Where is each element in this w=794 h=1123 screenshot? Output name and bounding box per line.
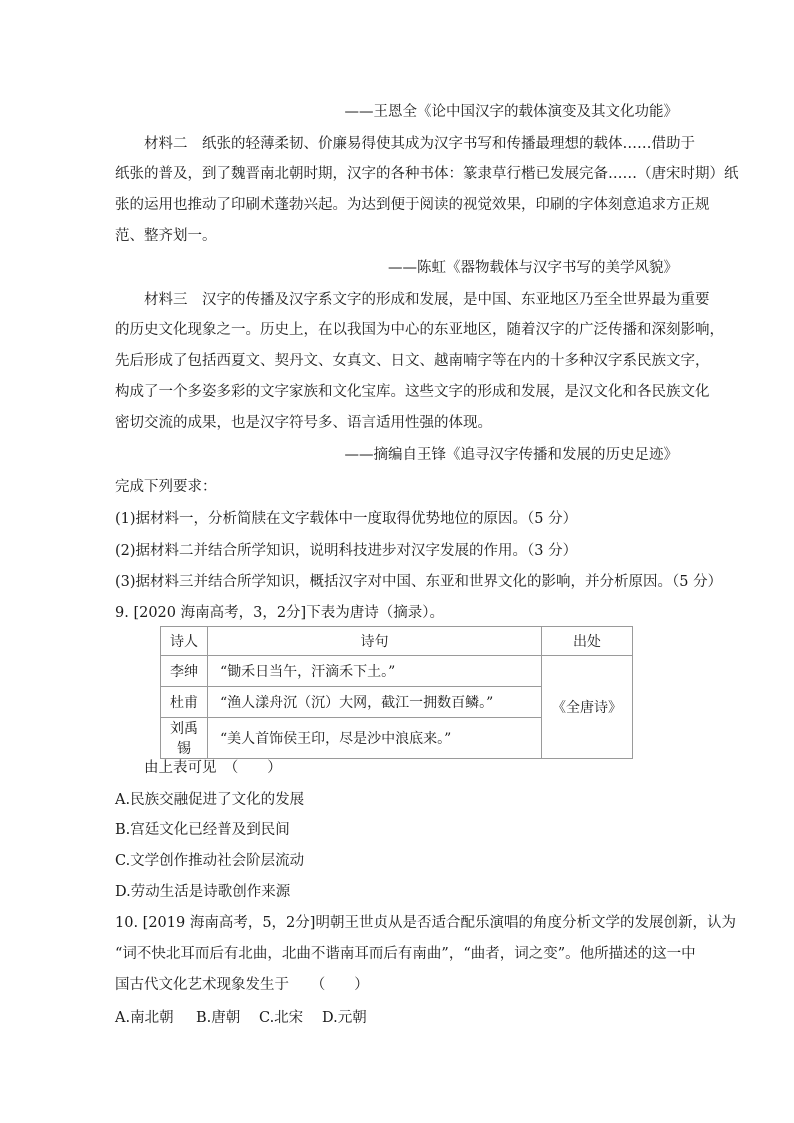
question-9-lead: 由上表可见 （ ） [144,760,282,776]
material-3-line: 材料三 汉字的传播及汉字系文字的形成和发展，是中国、东亚地区乃至全世界最为重要 [144,292,710,308]
question-10-line: “词不快北耳而后有北曲，北曲不谐南耳而后有南曲”，“曲者，词之变”。他所描述的这一中 [115,946,696,962]
option-d[interactable]: D.元朝 [322,1010,367,1026]
table-row [161,656,633,687]
requirements-title: 完成下列要求： [115,479,217,495]
source-3: ——摘编自王锋《追寻汉字传播和发展的历史足迹》 [344,447,678,463]
verse-cell: “渔人漾舟沉（沉）大网，截江一拥数百鳞。” [208,687,542,718]
poet-cell: 李绅 [161,656,208,687]
material-3-line: 构成了一个多姿多彩的文字家族和文化宝库。这些文字的形成和发展，是汉文化和各民族文化 [115,384,710,400]
option-c[interactable]: C.北宋 [259,1010,304,1026]
material-3-line: 密切交流的成果，也是汉字符号多、语言适用性强的体现。 [115,415,492,431]
material-2-line: 材料二 纸张的轻薄柔韧、价廉易得使其成为汉字书写和传播最理想的载体……借助于 [144,136,695,152]
option-a[interactable]: A.民族交融促进了文化的发展 [115,792,305,808]
source-cell: 《全唐诗》 [542,656,633,759]
source-2: ——陈虹《器物载体与汉字书写的美学风貌》 [388,260,678,276]
verse-cell: “美人首饰侯王印，尽是沙中浪底来。” [208,718,542,759]
question-10-line: 10. [2019 海南高考，5，2分]明朝王世贞从是否适合配乐演唱的角度分析文学的发展创新，认为 [115,915,736,931]
poet-cell: 杜甫 [161,687,208,718]
poet-cell: 刘禹锡 [161,718,208,759]
material-2-line: 纸张的普及，到了魏晋南北朝时期，汉字的各种书体：篆隶草行楷已发展完备……（唐宋时期）纸 [115,166,739,182]
requirement-3: (3)据材料三并结合所学知识，概括汉字对中国、东亚和世界文化的影响，并分析原因。（5 分） [115,574,723,590]
option-b[interactable]: B.唐朝 [196,1010,241,1026]
material-3-line: 先后形成了包括西夏文、契丹文、女真文、日文、越南喃字等在内的十多种汉字系民族文字， [115,353,710,369]
requirement-2: (2)据材料二并结合所学知识，说明科技进步对汉字发展的作用。（3 分） [115,543,578,559]
header-poet: 诗人 [161,627,208,656]
material-3-line: 的历史文化现象之一。历史上，在以我国为中心的东亚地区，随着汉字的广泛传播和深刻影响， [115,322,724,338]
header-verse: 诗句 [208,627,542,656]
option-b[interactable]: B.宫廷文化已经普及到民间 [115,822,290,838]
option-a[interactable]: A.南北朝 [115,1010,174,1026]
source-1: ——王恩全《论中国汉字的载体演变及其文化功能》 [344,104,678,120]
material-2-line: 范、整齐划一。 [115,228,217,244]
requirement-1: (1)据材料一，分析简牍在文字载体中一度取得优势地位的原因。（5 分） [115,511,578,527]
header-source: 出处 [542,627,633,656]
option-c[interactable]: C.文学创作推动社会阶层流动 [115,853,305,869]
material-2-line: 张的运用也推动了印刷术蓬勃兴起。为达到便于阅读的视觉效果，印刷的字体刻意追求方正规 [115,197,710,213]
option-d[interactable]: D.劳动生活是诗歌创作来源 [115,884,291,900]
verse-cell: “锄禾日当午，汗滴禾下土。” [208,656,542,687]
poem-table [160,626,633,759]
table-header-row [161,627,633,656]
question-9-stem: 9. [2020 海南高考，3，2分]下表为唐诗（摘录）。 [115,605,444,621]
question-10-line: 国古代文化艺术现象发生于 （ ） [115,977,369,993]
